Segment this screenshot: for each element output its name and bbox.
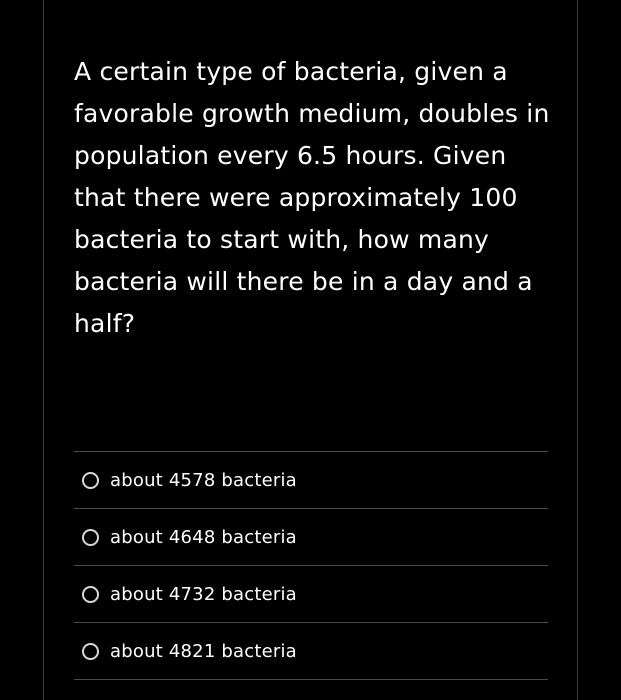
answer-option-3[interactable] [74, 566, 548, 623]
radio-unchecked-icon[interactable] [82, 643, 99, 660]
answer-options [74, 451, 548, 680]
answer-option-label: about 4648 bacteria [110, 526, 297, 548]
radio-unchecked-icon[interactable] [82, 586, 99, 603]
answer-option-label: about 4732 bacteria [110, 583, 297, 605]
radio-unchecked-icon[interactable] [82, 472, 99, 489]
answer-option-4[interactable] [74, 623, 548, 680]
answer-option-label: about 4821 bacteria [110, 640, 297, 662]
answer-option-1[interactable] [74, 452, 548, 509]
answer-option-label: about 4578 bacteria [110, 469, 297, 491]
radio-unchecked-icon[interactable] [82, 529, 99, 546]
question-text: A certain type of bacteria, given a favorable growth medium, doubles in population every 6.5 hours. Given that there were approximately 100 bacteria to start with, how many bacteria will there be in a day and a half? [74, 57, 550, 338]
answer-option-2[interactable] [74, 509, 548, 566]
